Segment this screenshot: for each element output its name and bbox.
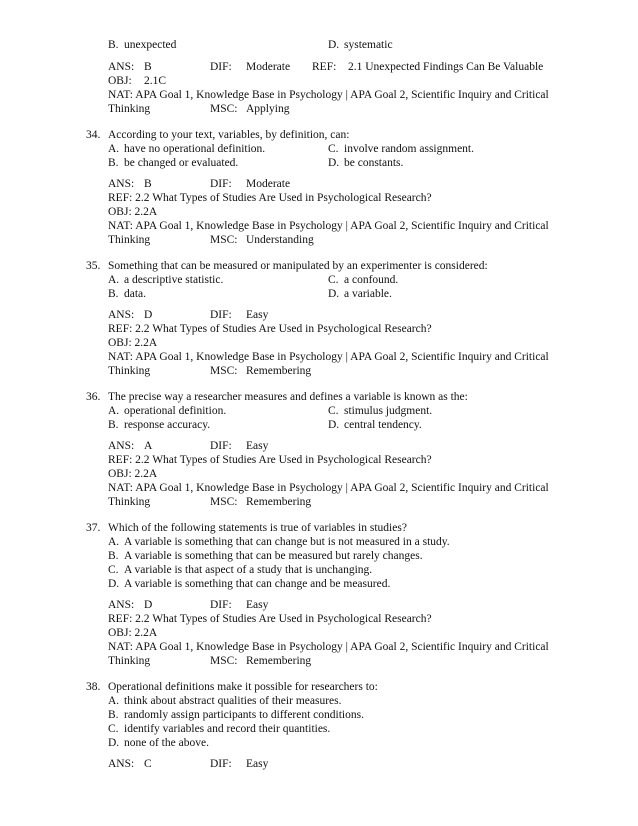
ans-value: D: [144, 309, 153, 321]
option-letter: D.: [328, 39, 340, 51]
ans-label: ANS:: [108, 61, 135, 73]
question-number: 35.: [86, 260, 101, 272]
msc-value: Applying: [246, 103, 290, 115]
option-letter: C.: [328, 143, 339, 155]
option-text: none of the above.: [124, 737, 209, 749]
option-text: a variable.: [344, 288, 392, 300]
option-letter: A.: [108, 695, 120, 707]
msc-value: Remembering: [246, 365, 312, 377]
dif-label: DIF:: [210, 61, 232, 73]
option-letter: C.: [328, 405, 339, 417]
option-text: operational definition.: [124, 405, 227, 417]
option-letter: C.: [108, 723, 119, 735]
obj-label: OBJ:: [108, 75, 132, 87]
option-letter: B.: [108, 550, 119, 562]
nat-text: NAT: APA Goal 1, Knowledge Base in Psychology | APA Goal 2, Scientific Inquiry and Critical: [108, 482, 549, 494]
nat-continuation: Thinking: [108, 103, 151, 115]
option-text: data.: [124, 288, 147, 300]
question-number: 38.: [86, 681, 101, 693]
option-letter: A.: [108, 536, 120, 548]
question-number: 34.: [86, 129, 101, 141]
option-text: A variable is something that can be measured but rarely changes.: [124, 550, 423, 562]
option-letter: D.: [328, 288, 340, 300]
ref-value: 2.1 Unexpected Findings Can Be Valuable: [348, 61, 544, 73]
ref-text: REF: 2.2 What Types of Studies Are Used in Psychological Research?: [108, 323, 432, 335]
ref-text: REF: 2.2 What Types of Studies Are Used in Psychological Research?: [108, 454, 432, 466]
msc-value: Remembering: [246, 655, 312, 667]
ans-value: B: [144, 61, 152, 73]
msc-label: MSC:: [210, 496, 238, 508]
option-letter: D.: [108, 578, 120, 590]
nat-text: NAT: APA Goal 1, Knowledge Base in Psychology | APA Goal 2, Scientific Inquiry and Critical: [108, 351, 549, 363]
dif-label: DIF:: [210, 309, 232, 321]
option-text: be constants.: [344, 157, 404, 169]
option-text: a descriptive statistic.: [124, 274, 224, 286]
option-text: A variable is something that can change and be measured.: [124, 578, 391, 590]
question-stem: The precise way a researcher measures and defines a variable is known as the:: [108, 391, 468, 403]
question-stem: Something that can be measured or manipulated by an experimenter is considered:: [108, 260, 488, 272]
dif-value: Easy: [246, 599, 269, 611]
option-text: systematic: [344, 39, 393, 51]
ans-label: ANS:: [108, 758, 135, 770]
option-text: A variable is something that can change but is not measured in a study.: [124, 536, 450, 548]
dif-label: DIF:: [210, 440, 232, 452]
option-text: a confound.: [344, 274, 399, 286]
msc-label: MSC:: [210, 103, 238, 115]
nat-continuation: Thinking: [108, 234, 151, 246]
option-text: identify variables and record their quantities.: [124, 723, 331, 735]
msc-label: MSC:: [210, 234, 238, 246]
option-letter: A.: [108, 143, 120, 155]
nat-text: NAT: APA Goal 1, Knowledge Base in Psychology | APA Goal 2, Scientific Inquiry and Critical: [108, 641, 549, 653]
option-text: have no operational definition.: [124, 143, 266, 155]
ans-value: D: [144, 599, 153, 611]
obj-text: OBJ: 2.2A: [108, 337, 158, 349]
option-letter: B.: [108, 157, 119, 169]
ref-text: REF: 2.2 What Types of Studies Are Used in Psychological Research?: [108, 613, 432, 625]
dif-value: Easy: [246, 440, 269, 452]
option-letter: D.: [328, 157, 340, 169]
ans-label: ANS:: [108, 599, 135, 611]
msc-label: MSC:: [210, 655, 238, 667]
ref-text: REF: 2.2 What Types of Studies Are Used in Psychological Research?: [108, 192, 432, 204]
ans-label: ANS:: [108, 440, 135, 452]
option-letter: A.: [108, 405, 120, 417]
ans-label: ANS:: [108, 178, 135, 190]
nat-continuation: Thinking: [108, 496, 151, 508]
msc-value: Remembering: [246, 496, 312, 508]
obj-text: OBJ: 2.2A: [108, 627, 158, 639]
dif-value: Moderate: [246, 178, 291, 190]
question-stem: Which of the following statements is true of variables in studies?: [108, 522, 407, 534]
msc-value: Understanding: [246, 234, 314, 246]
option-text: stimulus judgment.: [344, 405, 433, 417]
question-number: 37.: [86, 522, 101, 534]
option-letter: B.: [108, 419, 119, 431]
option-text: unexpected: [124, 39, 177, 51]
option-text: central tendency.: [344, 419, 422, 431]
option-letter: C.: [108, 564, 119, 576]
option-letter: C.: [328, 274, 339, 286]
option-letter: D.: [108, 737, 120, 749]
nat-text: NAT: APA Goal 1, Knowledge Base in Psychology | APA Goal 2, Scientific Inquiry and Critical: [108, 89, 549, 101]
dif-value: Easy: [246, 758, 269, 770]
obj-text: OBJ: 2.2A: [108, 206, 158, 218]
question-stem: Operational definitions make it possible for researchers to:: [108, 681, 378, 693]
msc-label: MSC:: [210, 365, 238, 377]
dif-value: Easy: [246, 309, 269, 321]
ans-value: C: [144, 758, 152, 770]
dif-value: Moderate: [246, 61, 291, 73]
nat-continuation: Thinking: [108, 365, 151, 377]
option-text: involve random assignment.: [344, 143, 474, 155]
nat-continuation: Thinking: [108, 655, 151, 667]
option-text: A variable is that aspect of a study that is unchanging.: [124, 564, 373, 576]
option-text: be changed or evaluated.: [124, 157, 239, 169]
obj-text: OBJ: 2.2A: [108, 468, 158, 480]
option-letter: B.: [108, 288, 119, 300]
option-text: randomly assign participants to different conditions.: [124, 709, 364, 721]
question-stem: According to your text, variables, by definition, can:: [108, 129, 350, 141]
option-text: response accuracy.: [124, 419, 211, 431]
option-letter: B.: [108, 39, 119, 51]
option-letter: A.: [108, 274, 120, 286]
ans-value: B: [144, 178, 152, 190]
ref-label: REF:: [312, 61, 337, 73]
ans-value: A: [144, 440, 153, 452]
dif-label: DIF:: [210, 178, 232, 190]
option-letter: D.: [328, 419, 340, 431]
obj-value: 2.1C: [144, 75, 167, 87]
nat-text: NAT: APA Goal 1, Knowledge Base in Psychology | APA Goal 2, Scientific Inquiry and Critical: [108, 220, 549, 232]
ans-label: ANS:: [108, 309, 135, 321]
option-letter: B.: [108, 709, 119, 721]
option-text: think about abstract qualities of their measures.: [124, 695, 342, 707]
question-number: 36.: [86, 391, 101, 403]
dif-label: DIF:: [210, 599, 232, 611]
dif-label: DIF:: [210, 758, 232, 770]
